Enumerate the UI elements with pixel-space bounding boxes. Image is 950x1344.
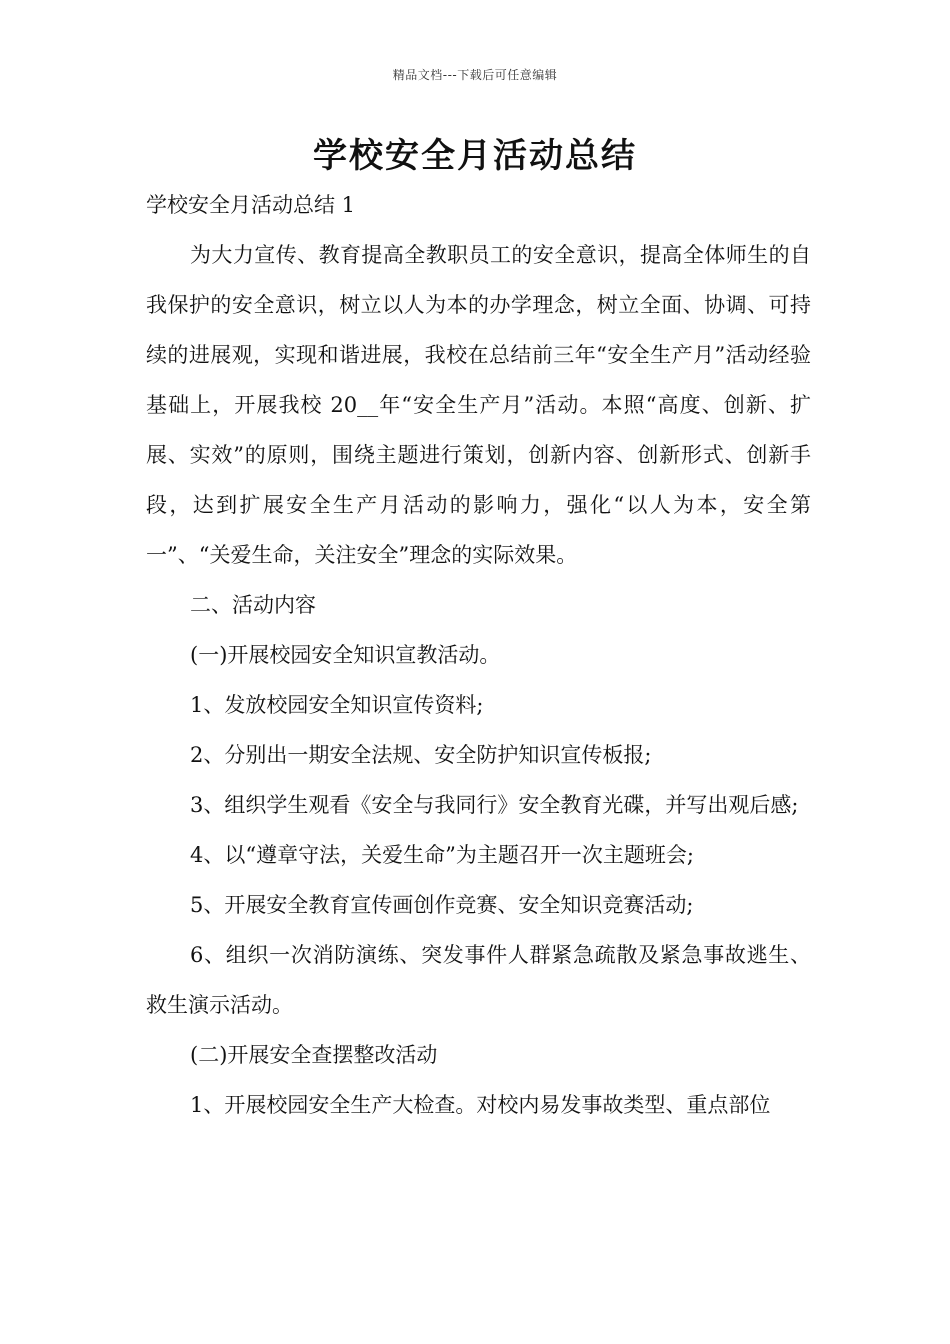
list-item: 1、发放校园安全知识宣传资料; xyxy=(190,693,484,717)
list-item: 4、以“遵章守法，关爱生命”为主题召开一次主题班会; xyxy=(190,843,694,867)
list-item: 1、开展校园安全生产大检查。对校内易发事故类型、重点部位 xyxy=(190,1093,771,1117)
document-title: 学校安全月活动总结 xyxy=(313,136,637,176)
section-heading-activity-content: 二、活动内容 xyxy=(190,593,316,617)
document-body xyxy=(146,180,811,1130)
list-item: 5、开展安全教育宣传画创作竞赛、安全知识竞赛活动; xyxy=(190,893,694,917)
document-subtitle: 学校安全月活动总结 1 xyxy=(146,193,356,217)
list-item: 3、组织学生观看《安全与我同行》安全教育光碟，并写出观后感; xyxy=(190,793,799,817)
list-item: 2、分别出一期安全法规、安全防护知识宣传板报; xyxy=(190,743,652,767)
paragraph-intro: 为大力宣传、教育提高全教职员工的安全意识，提高全体师生的自我保护的安全意识，树立以人为本的办学理念，树立全面、协调、可持续的进展观，实现和谐进展，我校在总结前三年“安全生产月”活动经验基础上，开展我校 20__年“安全生产月”活动。本照“高度、创新、扩展、实效”的原则，围绕主题进行策划，创新内容、创新形式、创新手段，达到扩展安全生产月活动的影响力，强化“以人为本，安全第一”、“关爱生命，关注安全”理念的实际效果。 xyxy=(146,243,811,567)
list-item: 6、组织一次消防演练、突发事件人群紧急疏散及紧急事故逃生、救生演示活动。 xyxy=(146,943,811,1017)
subsection-heading-2: (二)开展安全查摆整改活动 xyxy=(190,1043,438,1067)
page-header: 精品文档---下载后可任意编辑 xyxy=(392,68,558,82)
subsection-heading-1: (一)开展校园安全知识宣教活动。 xyxy=(190,643,501,667)
